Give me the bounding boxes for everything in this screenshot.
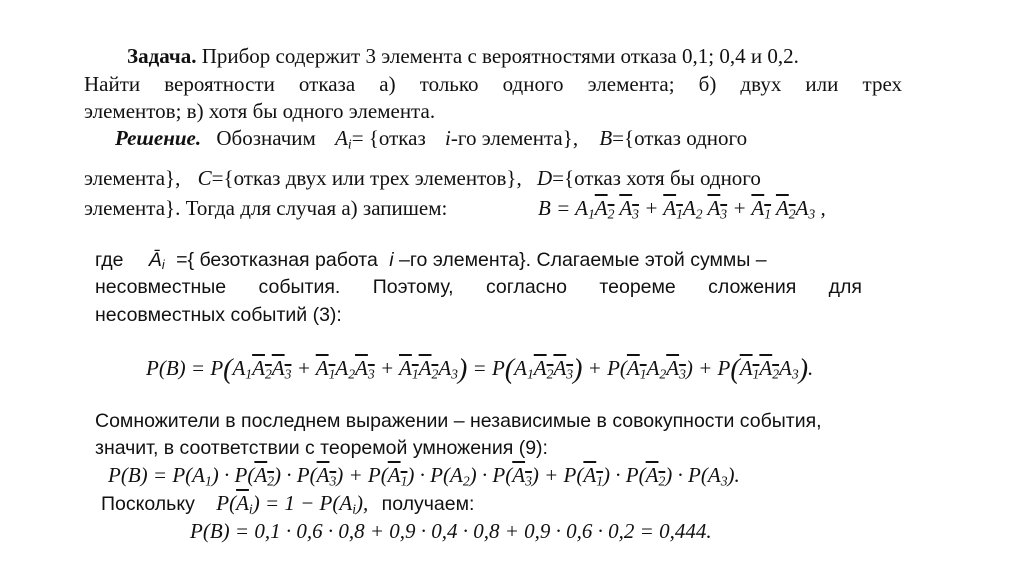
symbol-Abar-sub: i bbox=[161, 258, 165, 273]
symbol-A: A bbox=[335, 126, 348, 150]
symbol-B: B bbox=[599, 126, 613, 150]
where-word: где bbox=[95, 249, 124, 271]
task-line-3: элементов; в) хотя бы одного элемента. bbox=[84, 99, 436, 123]
symbol-D: D bbox=[536, 166, 553, 190]
since-line bbox=[101, 491, 474, 516]
where-line-1 bbox=[95, 249, 875, 272]
equation-product: $P(B) = P(A_1) \cdot P(A_2) \cdot P(A_3) + P(A_1) \cdot P(A_2) \cdot P(A_3) + P(A_1) \cdot P(A_2) \cdot P(A_3)$. bbox=[108, 463, 740, 489]
solution-def-D: ={отказ хотя бы одного bbox=[552, 166, 761, 190]
solution-def-1: = {отказ bbox=[351, 126, 426, 150]
task-heading-dot: . bbox=[191, 44, 197, 68]
task-line-1-text: Прибор содержит 3 элемента с вероятностями отказа 0,1; 0,4 и 0,2. bbox=[201, 44, 799, 68]
where-def: ={ безотказная работа bbox=[176, 249, 378, 271]
solution-line-2-a: элемента}, bbox=[84, 166, 181, 190]
solution-line-1 bbox=[115, 126, 901, 151]
multipliers-line-1: Сомножители в последнем выражении – независимые в совокупности события, bbox=[95, 410, 822, 432]
equation-B: $B = A_1A_2$ $A_3 + A_1A_2$ $A_3 + A_1$ $A_2A_3$ , bbox=[538, 196, 826, 222]
where-i: i bbox=[389, 249, 394, 271]
solution-line-3-text: элемента}. Тогда для случая а) запишем: bbox=[84, 196, 448, 220]
solution-def-1b: -го элемента}, bbox=[450, 126, 579, 150]
solution-line-2 bbox=[84, 166, 761, 191]
solution-denote: Обозначим bbox=[216, 126, 316, 150]
solution-def-B: ={отказ одного bbox=[612, 126, 748, 150]
task-line-2: Найти вероятности отказа а) только одного элемента; б) двух или трех bbox=[84, 72, 902, 96]
task-heading: Задача bbox=[127, 44, 192, 68]
symbol-Abar: Ā bbox=[148, 249, 162, 271]
since-word: Поскольку bbox=[101, 493, 195, 515]
equation-PB-sum: $P(B) = P(A_1A_2A_3 + A_1A_2A_3 + A_1A_2A_3) = P(A_1A_2A_3) + P(A_1A_2A_3) + P(A_1A_2A_3)$. bbox=[146, 354, 814, 385]
symbol-i: i bbox=[347, 136, 352, 152]
solution-def-C: ={отказ двух или трех элементов}, bbox=[211, 166, 522, 190]
solution-heading: Решение. bbox=[115, 126, 202, 150]
since-result: получаем: bbox=[381, 493, 475, 515]
equation-final: P(B) = 0,1 · 0,6 · 0,8 + 0,9 · 0,4 · 0,8 + 0,9 · 0,6 · 0,2 = 0,444. bbox=[190, 519, 712, 543]
where-def-rest: –го элемента}. Слагаемые этой суммы – bbox=[399, 249, 767, 271]
multipliers-line-2: значит, в соответствии с теоремой умножения (9): bbox=[95, 437, 548, 459]
where-line-3: несовместных событий (3): bbox=[95, 304, 342, 326]
symbol-C: C bbox=[197, 166, 212, 190]
symbol-i-inline: i bbox=[445, 126, 451, 150]
task-line-1 bbox=[127, 44, 799, 69]
symbol-Ai bbox=[335, 126, 352, 150]
since-equation: $P(\overline{A}_i) = 1 - P(A_i)$, bbox=[216, 491, 369, 517]
symbol-Abar-i bbox=[149, 249, 165, 271]
solution-line-3 bbox=[84, 196, 447, 221]
where-line-2: несовместные события. Поэтому, согласно теореме сложения для bbox=[95, 276, 862, 298]
